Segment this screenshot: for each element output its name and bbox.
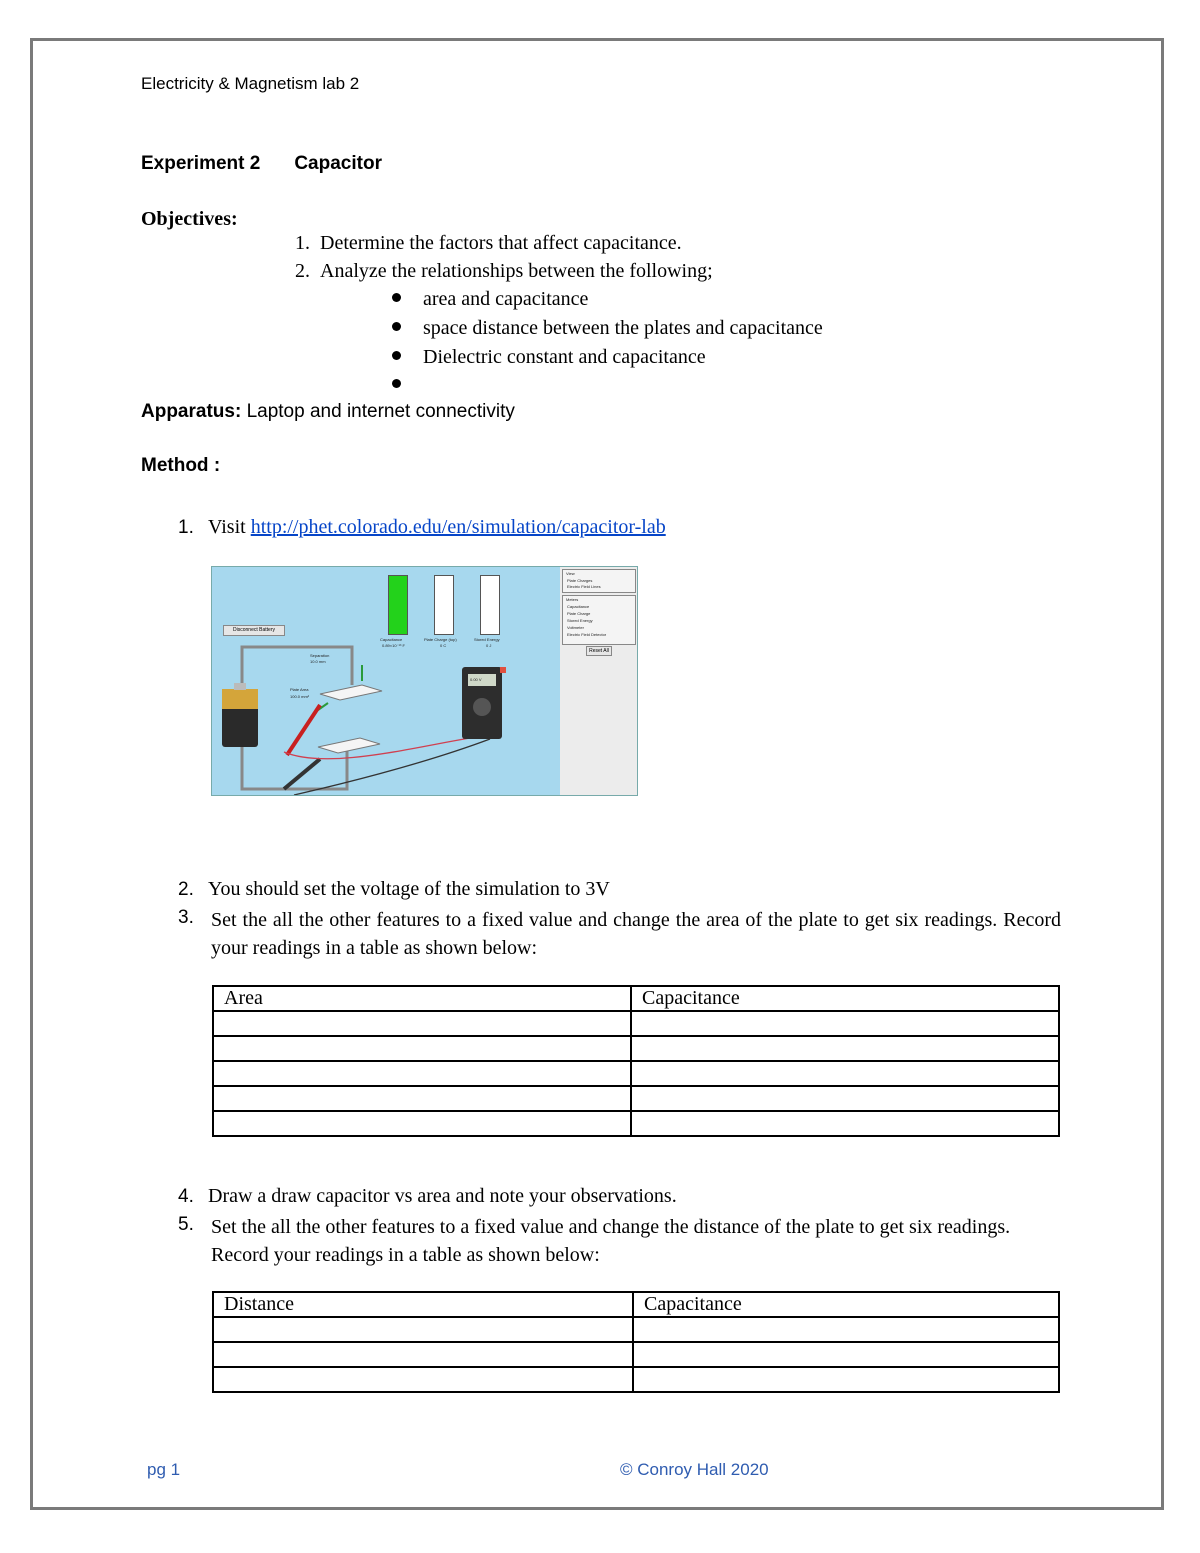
method-step-2 bbox=[178, 878, 610, 901]
stored-energy-meter bbox=[480, 575, 500, 635]
meter-label: Plate Charge (top) bbox=[424, 637, 457, 642]
copyright: © Conroy Hall 2020 bbox=[620, 1460, 769, 1479]
distance-table bbox=[212, 1291, 1060, 1393]
phet-simulation-link[interactable]: http://phet.colorado.edu/en/simulation/capacitor-lab bbox=[250, 516, 666, 538]
meter-label: Stored Energy bbox=[474, 637, 500, 642]
red-lead bbox=[284, 735, 490, 759]
bottom-plate bbox=[318, 738, 380, 753]
step-text: Visit bbox=[208, 516, 251, 538]
table-row bbox=[213, 1367, 1059, 1392]
table-row bbox=[213, 1342, 1059, 1367]
table-header-cell: Area bbox=[213, 986, 631, 1011]
table-cell[interactable] bbox=[633, 1367, 1059, 1392]
meters-box bbox=[562, 595, 636, 645]
step-5-text: Set the all the other features to a fixed value and change the distance of the plate to get six readings. Record your readings in a table as shown below: bbox=[211, 1216, 1011, 1266]
document-header: Electricity & Magnetism lab 2 bbox=[141, 74, 360, 93]
method-step-1 bbox=[178, 516, 666, 539]
apparatus-label: Apparatus: bbox=[141, 401, 242, 422]
bullet-dot bbox=[392, 293, 401, 302]
objective-text: Analyze the relationships between the following; bbox=[320, 260, 713, 282]
disconnect-battery-button[interactable]: Disconnect Battery bbox=[223, 625, 285, 636]
meter-value: 0.89×10⁻¹³ F bbox=[382, 643, 405, 648]
table-cell[interactable] bbox=[633, 1317, 1059, 1342]
table-row bbox=[213, 1086, 1059, 1111]
table-cell[interactable] bbox=[631, 1061, 1059, 1086]
experiment-number: Experiment 2 bbox=[141, 153, 261, 174]
meters-title: Meters bbox=[566, 597, 579, 602]
step-text: Draw a draw capacitor vs area and note your observations. bbox=[208, 1185, 677, 1207]
view-option[interactable]: Plate Charges bbox=[567, 578, 593, 583]
table-cell[interactable] bbox=[213, 1317, 633, 1342]
table-row bbox=[213, 1111, 1059, 1136]
table-cell[interactable] bbox=[213, 1367, 633, 1392]
view-title: View bbox=[566, 571, 575, 576]
experiment-name: Capacitor bbox=[294, 153, 382, 174]
objective-bullet: area and capacitance bbox=[392, 288, 588, 311]
bullet-dot bbox=[392, 351, 401, 360]
table-header-cell: Capacitance bbox=[633, 1292, 1059, 1317]
objective-text: Determine the factors that affect capacitance. bbox=[320, 232, 682, 254]
meters-option[interactable]: Voltmeter bbox=[567, 625, 584, 630]
separation-value: 10.0 mm bbox=[310, 659, 326, 664]
table-cell[interactable] bbox=[213, 1036, 631, 1061]
table-header-cell: Distance bbox=[213, 1292, 633, 1317]
table-header-row bbox=[213, 1292, 1059, 1317]
separation-label: Separation bbox=[310, 653, 330, 658]
step-3-text: Set the all the other features to a fixed value and change the area of the plate to get six readings. Record your readings in a table as shown below: bbox=[211, 909, 1061, 959]
meter-value: 0 J bbox=[486, 643, 492, 648]
table-cell[interactable] bbox=[633, 1342, 1059, 1367]
red-probe bbox=[287, 705, 320, 755]
battery-cap bbox=[222, 689, 258, 709]
objectives-label: Objectives: bbox=[141, 208, 238, 230]
bullet-dot bbox=[392, 322, 401, 331]
objective-number: 2. bbox=[295, 260, 310, 282]
table-row bbox=[213, 1036, 1059, 1061]
table-cell[interactable] bbox=[213, 1111, 631, 1136]
step-number: 4. bbox=[178, 1186, 194, 1207]
method-label: Method : bbox=[141, 455, 221, 476]
view-box bbox=[562, 569, 636, 593]
experiment-title bbox=[141, 153, 382, 175]
meters-option[interactable]: Stored Energy bbox=[567, 618, 593, 623]
objective-item-2 bbox=[276, 260, 713, 283]
voltmeter-reading: 0.00 V bbox=[470, 677, 482, 682]
bullet-dot bbox=[392, 379, 401, 388]
battery-terminal bbox=[234, 683, 246, 690]
objective-bullet bbox=[392, 374, 423, 397]
objective-number: 1. bbox=[295, 232, 310, 254]
simulation-screenshot bbox=[211, 566, 638, 796]
table-cell[interactable] bbox=[213, 1086, 631, 1111]
reset-all-button[interactable]: Reset All bbox=[586, 646, 612, 656]
plate-area-label: Plate Area bbox=[290, 687, 309, 692]
capacitance-meter bbox=[388, 575, 408, 635]
method-step-5 bbox=[178, 1213, 208, 1236]
table-header-cell: Capacitance bbox=[631, 986, 1059, 1011]
area-table bbox=[212, 985, 1060, 1137]
table-cell[interactable] bbox=[631, 1036, 1059, 1061]
step-text: You should set the voltage of the simulation to 3V bbox=[208, 878, 610, 900]
page-number: pg 1 bbox=[147, 1460, 181, 1479]
table-row bbox=[213, 1011, 1059, 1036]
meters-option[interactable]: Electric Field Detector bbox=[567, 632, 607, 637]
table-cell[interactable] bbox=[631, 1086, 1059, 1111]
step-number: 5. bbox=[178, 1214, 194, 1235]
method-step-3 bbox=[178, 906, 208, 929]
table-cell[interactable] bbox=[213, 1061, 631, 1086]
meter-value: 0 C bbox=[440, 643, 447, 648]
objective-item-1 bbox=[276, 232, 682, 255]
objective-bullet: Dielectric constant and capacitance bbox=[392, 346, 706, 369]
circuit-wire-top bbox=[242, 647, 352, 687]
apparatus-text: Laptop and internet connectivity bbox=[246, 401, 515, 422]
table-header-row bbox=[213, 986, 1059, 1011]
control-panel bbox=[560, 567, 637, 795]
step-number: 1. bbox=[178, 517, 194, 538]
meter-label: Capacitance bbox=[380, 637, 403, 642]
table-cell[interactable] bbox=[631, 1111, 1059, 1136]
step-number: 3. bbox=[178, 907, 194, 928]
plate-area-value: 100.0 mm² bbox=[290, 694, 310, 699]
meters-option[interactable]: Capacitance bbox=[567, 604, 590, 609]
objective-bullet: space distance between the plates and capacitance bbox=[392, 317, 823, 340]
plate-charge-meter bbox=[434, 575, 454, 635]
voltmeter-dial bbox=[473, 698, 491, 716]
table-cell[interactable] bbox=[213, 1011, 631, 1036]
view-option[interactable]: Electric Field Lines bbox=[567, 584, 601, 589]
top-plate bbox=[320, 685, 382, 700]
voltmeter-close-icon[interactable] bbox=[500, 667, 506, 673]
apparatus-line bbox=[141, 401, 515, 423]
table-cell[interactable] bbox=[213, 1342, 633, 1367]
meters-option[interactable]: Plate Charge bbox=[567, 611, 591, 616]
black-probe bbox=[284, 759, 320, 789]
method-step-4 bbox=[178, 1185, 677, 1208]
table-cell[interactable] bbox=[631, 1011, 1059, 1036]
table-row bbox=[213, 1317, 1059, 1342]
table-row bbox=[213, 1061, 1059, 1086]
step-number: 2. bbox=[178, 879, 194, 900]
